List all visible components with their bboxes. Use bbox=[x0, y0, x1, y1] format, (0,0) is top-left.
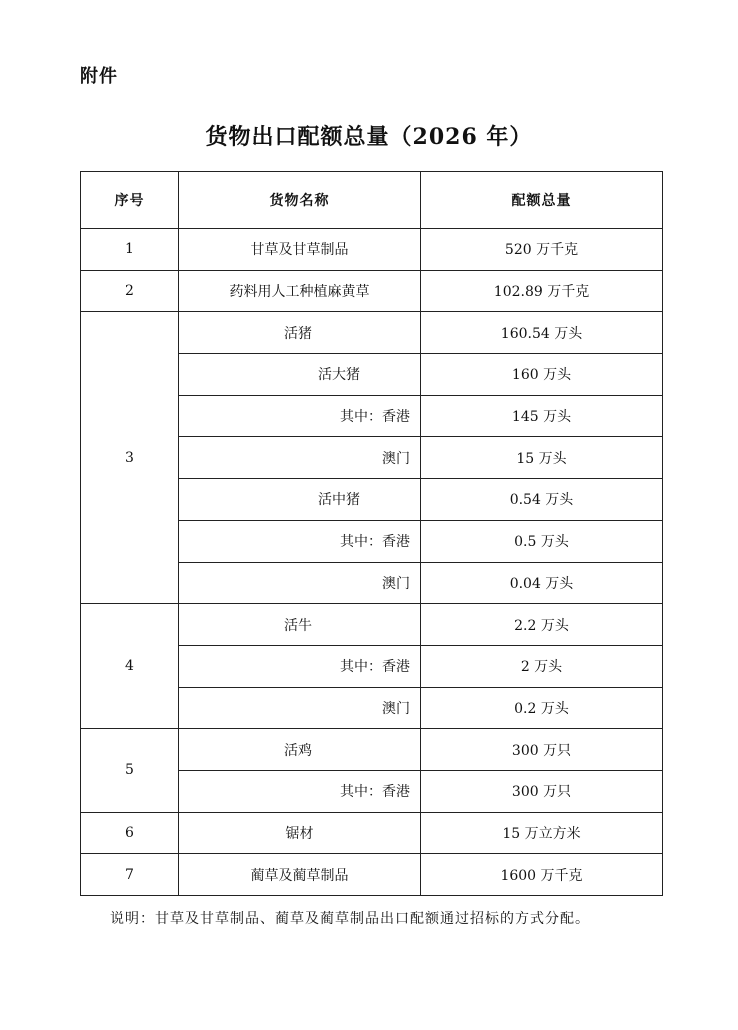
table-row bbox=[81, 270, 663, 312]
quota-cell: 15 万立方米 bbox=[421, 812, 663, 854]
goods-name-cell: 其中：香港 bbox=[179, 520, 421, 562]
quota-cell: 2 万头 bbox=[421, 645, 663, 687]
quota-cell: 102.89 万千克 bbox=[421, 270, 663, 312]
quota-cell: 15 万头 bbox=[421, 437, 663, 479]
goods-name-cell: 活鸡 bbox=[179, 729, 421, 771]
table-header-row bbox=[81, 172, 663, 229]
quota-cell: 0.04 万头 bbox=[421, 562, 663, 604]
goods-name-cell: 药料用人工种植麻黄草 bbox=[179, 270, 421, 312]
quota-cell: 160 万头 bbox=[421, 354, 663, 396]
goods-name-cell: 活牛 bbox=[179, 604, 421, 646]
quota-cell: 145 万头 bbox=[421, 395, 663, 437]
goods-name-cell: 澳门 bbox=[179, 437, 421, 479]
quota-cell: 2.2 万头 bbox=[421, 604, 663, 646]
serial-cell: 3 bbox=[81, 312, 179, 604]
goods-name-cell: 澳门 bbox=[179, 562, 421, 604]
serial-cell: 5 bbox=[81, 729, 179, 812]
goods-name-cell: 澳门 bbox=[179, 687, 421, 729]
goods-name-cell: 活中猪 bbox=[179, 479, 421, 521]
goods-name-cell: 其中：香港 bbox=[179, 645, 421, 687]
quota-cell: 160.54 万头 bbox=[421, 312, 663, 354]
quota-cell: 0.54 万头 bbox=[421, 479, 663, 521]
quota-cell: 300 万只 bbox=[421, 770, 663, 812]
quota-cell: 520 万千克 bbox=[421, 229, 663, 271]
goods-name-cell: 蔺草及蔺草制品 bbox=[179, 854, 421, 896]
quota-cell: 0.2 万头 bbox=[421, 687, 663, 729]
header-serial-number: 序号 bbox=[81, 172, 179, 229]
goods-name-cell: 其中：香港 bbox=[179, 395, 421, 437]
table-row bbox=[81, 812, 663, 854]
serial-cell: 1 bbox=[81, 229, 179, 271]
goods-name-cell: 锯材 bbox=[179, 812, 421, 854]
quota-table bbox=[80, 171, 663, 896]
table-row bbox=[81, 729, 663, 771]
quota-cell: 300 万只 bbox=[421, 729, 663, 771]
document-title: 货物出口配额总量（2026 年） bbox=[205, 124, 533, 150]
quota-cell: 1600 万千克 bbox=[421, 854, 663, 896]
header-quota-total: 配额总量 bbox=[421, 172, 663, 229]
attachment-label: 附件 bbox=[80, 66, 118, 87]
table-row bbox=[81, 312, 663, 354]
goods-name-cell: 活大猪 bbox=[179, 354, 421, 396]
goods-name-cell: 其中：香港 bbox=[179, 770, 421, 812]
quota-cell: 0.5 万头 bbox=[421, 520, 663, 562]
serial-cell: 2 bbox=[81, 270, 179, 312]
serial-cell: 6 bbox=[81, 812, 179, 854]
table-row bbox=[81, 229, 663, 271]
table-note: 说明：甘草及甘草制品、蔺草及蔺草制品出口配额通过招标的方式分配。 bbox=[110, 911, 590, 927]
serial-cell: 4 bbox=[81, 604, 179, 729]
goods-name-cell: 活猪 bbox=[179, 312, 421, 354]
table-row bbox=[81, 854, 663, 896]
table-row bbox=[81, 604, 663, 646]
header-goods-name: 货物名称 bbox=[179, 172, 421, 229]
goods-name-cell: 甘草及甘草制品 bbox=[179, 229, 421, 271]
serial-cell: 7 bbox=[81, 854, 179, 896]
